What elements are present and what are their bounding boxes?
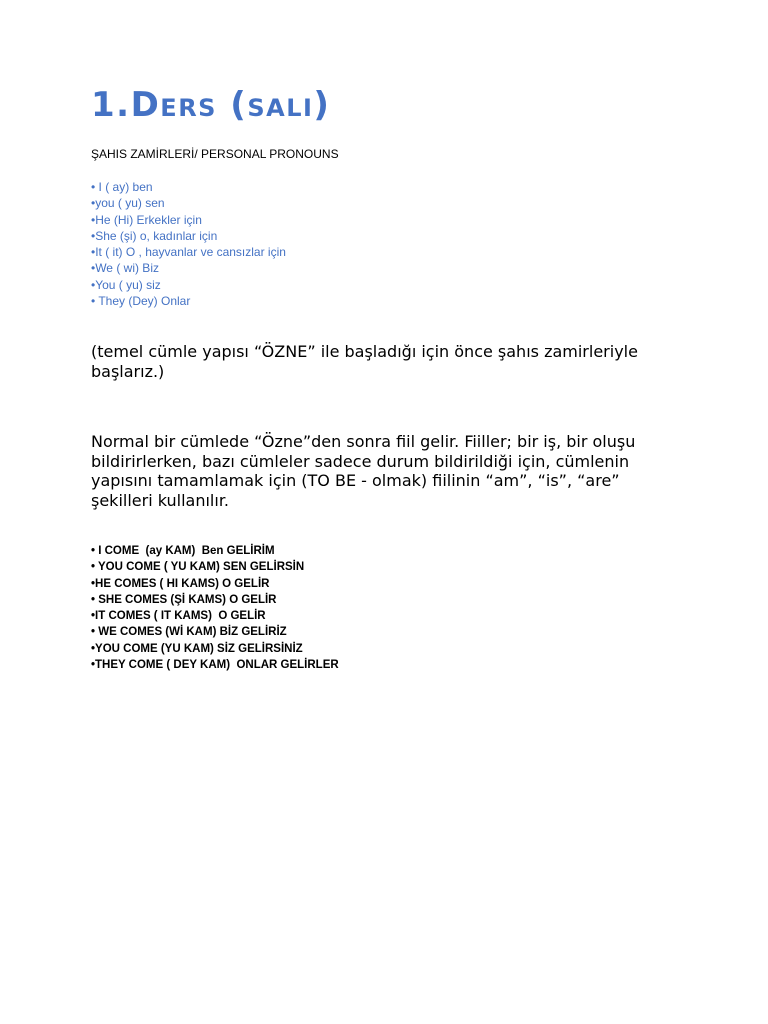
conjugation-item: • SHE COMES (Şİ KAMS) O GELİR bbox=[91, 593, 277, 606]
pronoun-item: •We ( wi) Biz bbox=[91, 261, 159, 276]
conjugation-item: •THEY COME ( DEY KAM) ONLAR GELİRLER bbox=[91, 659, 339, 672]
explanation-paragraph: Normal bir cümlede “Özne”den sonra fiil gelir. Fiiller; bir iş, bir oluşu bildirirlerken, bazı cümleler sadece durum bildirildiği için, cümlenin yapısını tamamlamak için (TO BE - olmak) fiilinin “am”, “is”, “are” şekilleri kullanılır. bbox=[91, 432, 636, 510]
pronoun-item: •you ( yu) sen bbox=[91, 196, 165, 211]
pronoun-item: •You ( yu) siz bbox=[91, 277, 161, 292]
pronoun-item: • They (Dey) Onlar bbox=[91, 294, 191, 309]
conjugation-item: •HE COMES ( HI KAMS) O GELİR bbox=[91, 577, 270, 590]
pronoun-item: •She (şi) o, kadınlar için bbox=[91, 228, 218, 243]
conjugation-item: • YOU COME ( YU KAM) SEN GELİRSİN bbox=[91, 561, 305, 574]
pronoun-item: • I ( ay) ben bbox=[91, 180, 153, 194]
intro-paragraph: (temel cümle yapısı “ÖZNE” ile başladığı için önce şahıs zamirleriyle başlarız.) bbox=[91, 342, 638, 381]
pronoun-item: •It ( it) O , hayvanlar ve cansızlar için bbox=[91, 245, 286, 260]
pronoun-list bbox=[91, 179, 286, 309]
lesson-title: 1.Ders (salı) bbox=[91, 85, 331, 125]
conjugation-item: •IT COMES ( IT KAMS) O GELİR bbox=[91, 610, 266, 623]
conjugation-item: • WE COMES (Wİ KAM) BİZ GELİRİZ bbox=[91, 626, 287, 639]
pronoun-item: •He (Hi) Erkekler için bbox=[91, 212, 202, 227]
section-heading: ŞAHIS ZAMİRLERİ/ PERSONAL PRONOUNS bbox=[91, 147, 339, 161]
conjugation-item: •YOU COME (YU KAM) SİZ GELİRSİNİZ bbox=[91, 642, 303, 655]
conjugation-item: • I COME (ay KAM) Ben GELİRİM bbox=[91, 545, 275, 557]
conjugation-list bbox=[91, 543, 339, 673]
